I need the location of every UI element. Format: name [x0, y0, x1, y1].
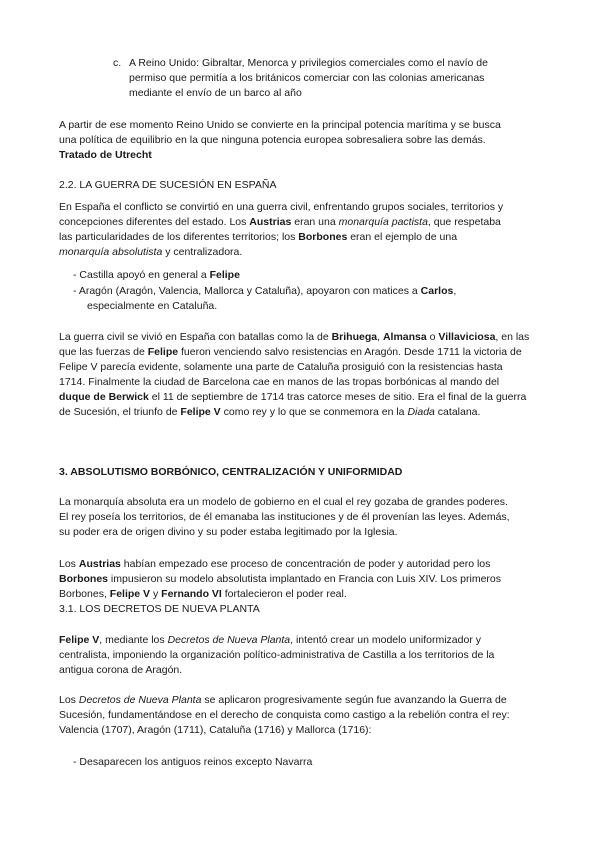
- bold-term: Brihuega: [331, 331, 378, 343]
- text-line: duque de Berwick el 11 de septiembre de 1714 tras catorce meses de sitio. Era el final de la guerra: [59, 391, 527, 403]
- text-line: En España el conflicto se convirtió en una guerra civil, enfrentando grupos sociales, territorios y: [59, 201, 504, 213]
- text-line: Los Decretos de Nueva Planta se aplicaron progresivamente según fue avanzando la Guerra de: [59, 694, 507, 706]
- bold-term: Felipe: [147, 346, 179, 358]
- bold-heading: 3. ABSOLUTISMO BORBÓNICO, CENTRALIZACIÓN Y UNIFORMIDAD: [59, 466, 403, 478]
- paragraph-guerra-civil: [59, 330, 549, 420]
- section-heading-2-2: 2.2. LA GUERRA DE SUCESIÓN EN ESPAÑA: [59, 179, 277, 191]
- section-heading-3-1: 3.1. LOS DECRETOS DE NUEVA PLANTA: [59, 603, 260, 615]
- text-line: una política de equilibrio en la que ninguna potencia europea sobresaliera sobre las demás.: [59, 134, 486, 146]
- text-line: especialmente en Cataluña.: [87, 300, 218, 312]
- bold-term: Borbones: [59, 573, 109, 585]
- bold-term: Villaviciosa: [438, 331, 496, 343]
- bold-term: Austrias: [249, 216, 292, 228]
- bold-term: Felipe V: [109, 588, 151, 600]
- text-line: antigua corona de Aragón.: [59, 664, 183, 676]
- text-line: Valencia (1707), Aragón (1711), Cataluña (1716) y Mallorca (1716):: [59, 724, 372, 736]
- text-line: Borbones, Felipe V y Fernando VI fortalecieron el poder real.: [59, 588, 347, 600]
- paragraph-monarquia: [59, 495, 549, 540]
- list-item-castilla: - Castilla apoyó en general a Felipe: [73, 269, 240, 281]
- text-line: que las fuerzas de Felipe fueron venciendo salvo resistencias en Aragón. Desde 1711 la victoria de: [59, 346, 522, 358]
- text-line: Felipe V parecía evidente, solamente una parte de Cataluña prosiguió con la resistencias hasta: [59, 361, 503, 373]
- text-line: Los Austrias habían empezado ese proceso de concentración de poder y autoridad pero los: [59, 558, 491, 570]
- bold-term: duque de Berwick: [59, 391, 149, 403]
- bold-term: Almansa: [382, 331, 427, 343]
- bold-term: Austrias: [78, 558, 121, 570]
- text-line: mediante el envío de un barco al año: [129, 87, 302, 99]
- bold-term: Borbones: [298, 231, 348, 243]
- text-line: Borbones impusieron su modelo absolutista implantado en Francia con Luis XIV. Los primeros: [59, 573, 502, 585]
- text-line: permiso que permitía a los británicos comerciar con las colonias americanas: [129, 72, 485, 84]
- text-line: A partir de ese momento Reino Unido se convierte en la principal potencia marítima y se busca: [59, 119, 501, 131]
- text-line: Sucesión, fundamentándose en el derecho de conquista como castigo a la rebelión contra el rey:: [59, 709, 510, 721]
- bold-term: Felipe V: [180, 406, 221, 418]
- italic-term: Diada: [407, 406, 435, 418]
- bold-term: Carlos: [420, 285, 454, 297]
- text-line: Felipe V, mediante los Decretos de Nueva Planta, intentó crear un modelo uniformizador y: [59, 634, 481, 646]
- bold-term: Felipe: [209, 269, 240, 281]
- bold-term: Tratado de Utrecht: [59, 149, 152, 161]
- paragraph-felipe: [59, 633, 549, 678]
- paragraph-decretos: [59, 693, 549, 738]
- list-item-reinos: - Desaparecen los antiguos reinos excepto Navarra: [73, 756, 313, 768]
- text-line: La guerra civil se vivió en España con batallas como la de Brihuega, Almansa o Villaviciosa, en las: [59, 331, 530, 343]
- list-item-aragon: - Aragón (Aragón, Valencia, Mallorca y Cataluña), apoyaron con matices a Carlos, especialmente en Cataluña.: [73, 285, 457, 312]
- text-line: su poder era de origen divino y su poder estaba legitimado por la Iglesia.: [59, 526, 398, 538]
- text-line: concepciones diferentes del estado. Los Austrias eran una monarquía pactista, que respetaba: [59, 216, 501, 228]
- text-line: las particularidades de los diferentes territorios; los Borbones eran el ejemplo de una: [59, 231, 458, 243]
- italic-term: monarquía absolutista: [59, 246, 163, 258]
- italic-term: Decretos de Nueva Planta: [78, 694, 202, 706]
- bold-term: Felipe V: [59, 634, 100, 646]
- text-line: centralista, imponiendo la organización político-administrativa de Castilla a los territorios de la: [59, 649, 495, 661]
- text-line: La monarquía absoluta era un modelo de gobierno en el cual el rey gozaba de grandes poderes.: [59, 496, 508, 508]
- italic-term: Decretos de Nueva Planta: [167, 634, 291, 646]
- paragraph-reino-unido: [59, 118, 549, 163]
- list-marker: c.: [113, 57, 122, 69]
- text-line: monarquía absolutista y centralizadora.: [59, 246, 243, 258]
- bold-term: Fernando VI: [161, 588, 222, 600]
- section-heading-3: [59, 465, 549, 480]
- text-line: A Reino Unido: Gibraltar, Menorca y privilegios comerciales como el navío de: [129, 57, 488, 69]
- paragraph-conflicto: [59, 200, 549, 260]
- text-line: 1714. Finalmente la ciudad de Barcelona cae en manos de las tropas borbónicas al mando del: [59, 376, 500, 388]
- italic-term: monarquía pactista: [338, 216, 428, 228]
- text-line: El rey poseía los territorios, de él emanaba las instituciones y de él provenían las leyes. Además,: [59, 511, 510, 523]
- paragraph-austrias: [59, 557, 549, 617]
- text-line: de Sucesión, el triunfo de Felipe V como rey y lo que se conmemora en la Diada catalana.: [59, 406, 481, 418]
